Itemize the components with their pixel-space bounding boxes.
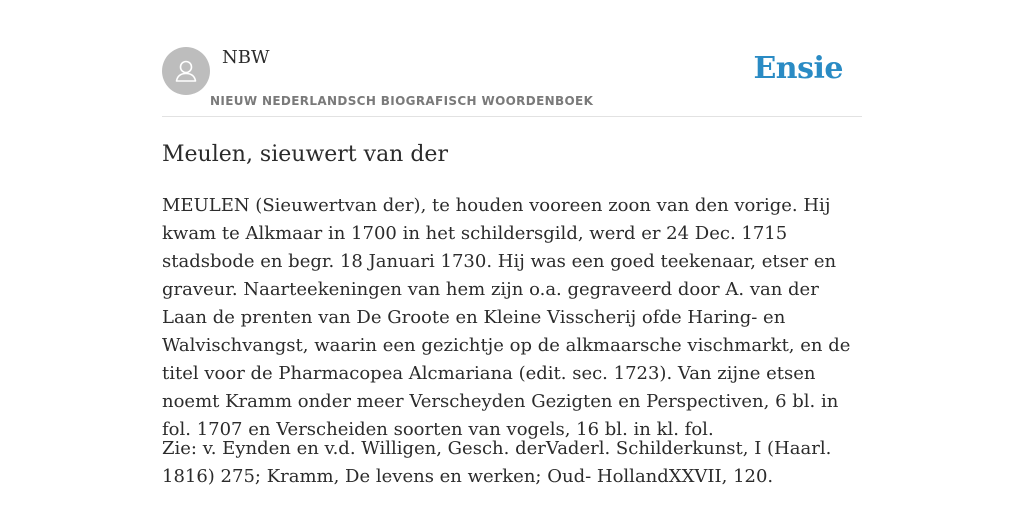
source-abbreviation[interactable]: NBW xyxy=(222,47,270,68)
source-full-name: NIEUW NEDERLANDSCH BIOGRAFISCH WOORDENBOEK xyxy=(210,94,594,108)
article-references: Zie: v. Eynden en v.d. Willigen, Gesch. derVaderl. Schilderkunst, I (Haarl. 1816) 275; Kramm, De levens en werken; Oud- HollandXXVII, 120. xyxy=(162,438,832,487)
article-paragraph: MEULEN (Sieuwertvan der), te houden vooreen zoon van den vorige. Hij kwam te Alkmaar in 1700 in het schildersgild, werd er 24 Dec. 1715 stadsbode en begr. 18 Januari 1730. Hij was een goed teekenaar, etser en graveur. Naarteekeningen van hem zijn o.a. gegraveerd door A. van der Laan de prenten van De Groote en Kleine Visscherij ofde Haring- en Walvischvangst, waarin een gezichtje op de alkmaarsche vischmarkt, en de titel voor de Pharmacopea Alcmariana (edit. sec. 1723). Van zijne etsen noemt Kramm onder meer Verscheyden Gezigten en Perspectiven, 6 bl. in fol. 1707 en Verscheiden soorten van vogels, 16 bl. in kl. fol. xyxy=(162,195,851,440)
source-avatar[interactable] xyxy=(162,47,210,95)
source-header xyxy=(162,0,862,117)
article-title: Meulen, sieuwert van der xyxy=(162,142,448,167)
ensie-logo[interactable]: Ensie xyxy=(753,51,843,86)
user-icon xyxy=(171,56,201,86)
